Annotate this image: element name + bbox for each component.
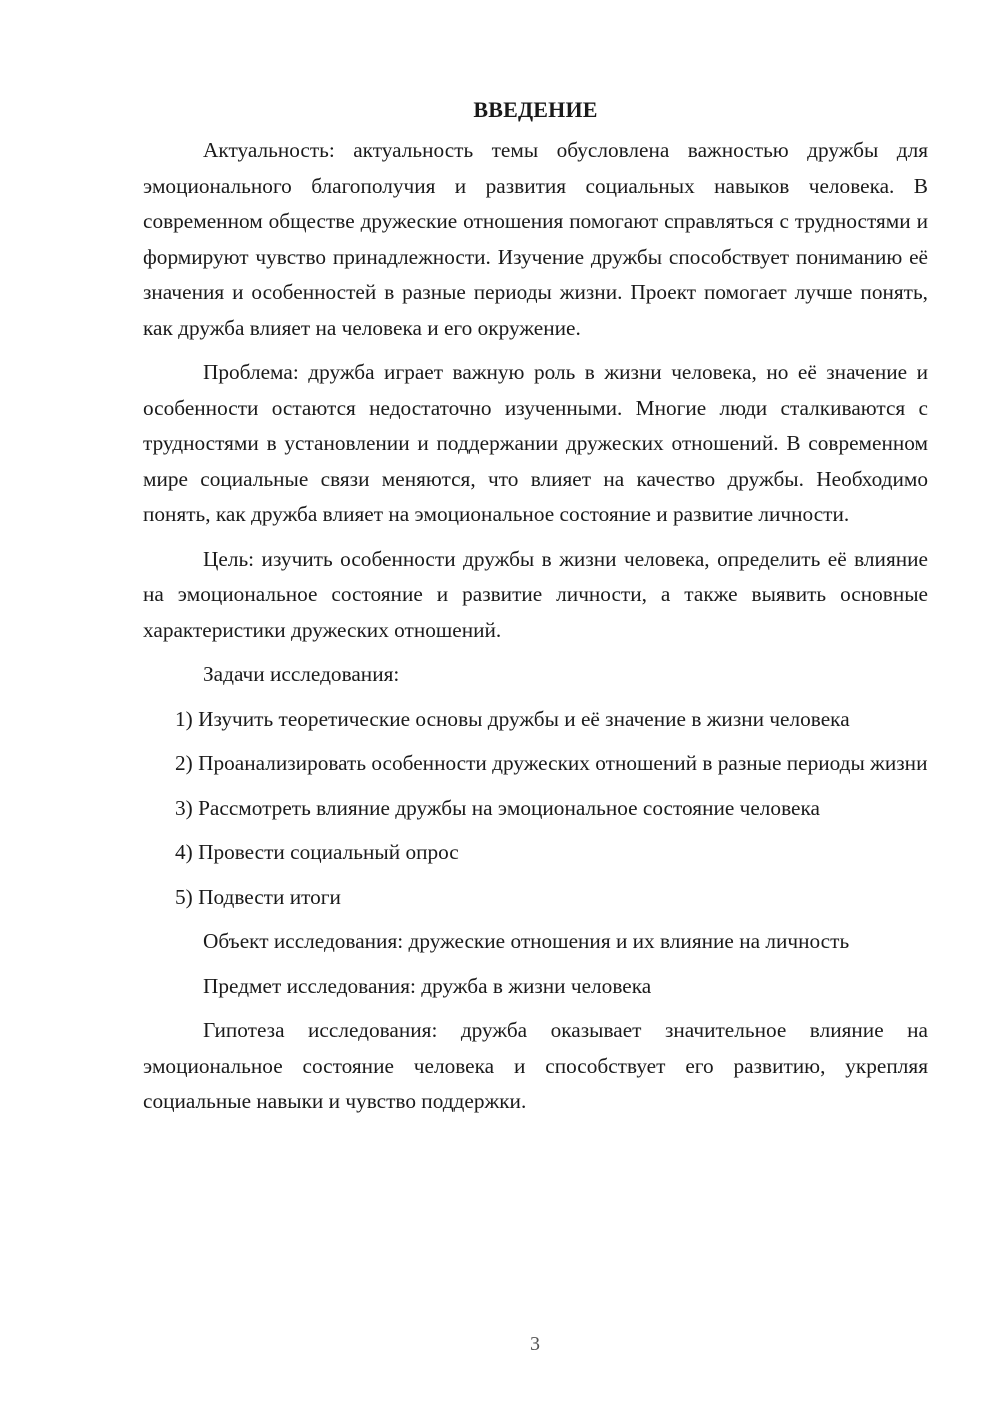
task-item-1: 1) Изучить теоретические основы дружбы и её значение в жизни человека [175,706,850,731]
relevance-paragraph: Актуальность: актуальность темы обусловлена важностью дружбы для эмоционального благополучия и развития социальных навыков человека. В современном обществе дружеские отношения помогают справляться с трудностями и формируют чувство принадлежности. Изучение дружбы способствует пониманию её значения и особенностей в разные периоды жизни. Проект помогает лучше понять, как дружба влияет на человека и его окружение. [143,138,928,340]
task-item-2: 2) Проанализировать особенности дружеских отношений в разные периоды жизни [175,751,928,775]
goal-paragraph: Цель: изучить особенности дружбы в жизни человека, определить её влияние на эмоциональное состояние и развитие личности, а также выявить основные характеристики дружеских отношений. [143,546,928,642]
task-item-3: 3) Рассмотреть влияние дружбы на эмоциональное состояние человека [175,795,820,820]
hypothesis-paragraph: Гипотеза исследования: дружба оказывает значительное влияние на эмоциональное состояние человека и способствует его развитию, укрепляя социальные навыки и чувство поддержки. [143,1018,928,1113]
tasks-heading: Задачи исследования: [203,662,400,686]
page-number: 3 [530,1333,540,1355]
object-paragraph: Объект исследования: дружеские отношения и их влияние на личность [203,929,850,953]
page-title: ВВЕДЕНИЕ [473,97,598,122]
subject-paragraph: Предмет исследования: дружба в жизни человека [203,973,652,998]
document-page [143,93,928,1120]
task-item-5: 5) Подвести итоги [175,884,341,909]
problem-paragraph: Проблема: дружба играет важную роль в жизни человека, но её значение и особенности остаются недостаточно изученными. Многие люди сталкиваются с трудностями в установлении и поддержании дружеских отношений. В современном мире социальные связи меняются, что влияет на качество дружбы. Необходимо понять, как дружба влияет на эмоциональное состояние и развитие личности. [143,360,928,526]
task-item-4: 4) Провести социальный опрос [175,840,459,864]
